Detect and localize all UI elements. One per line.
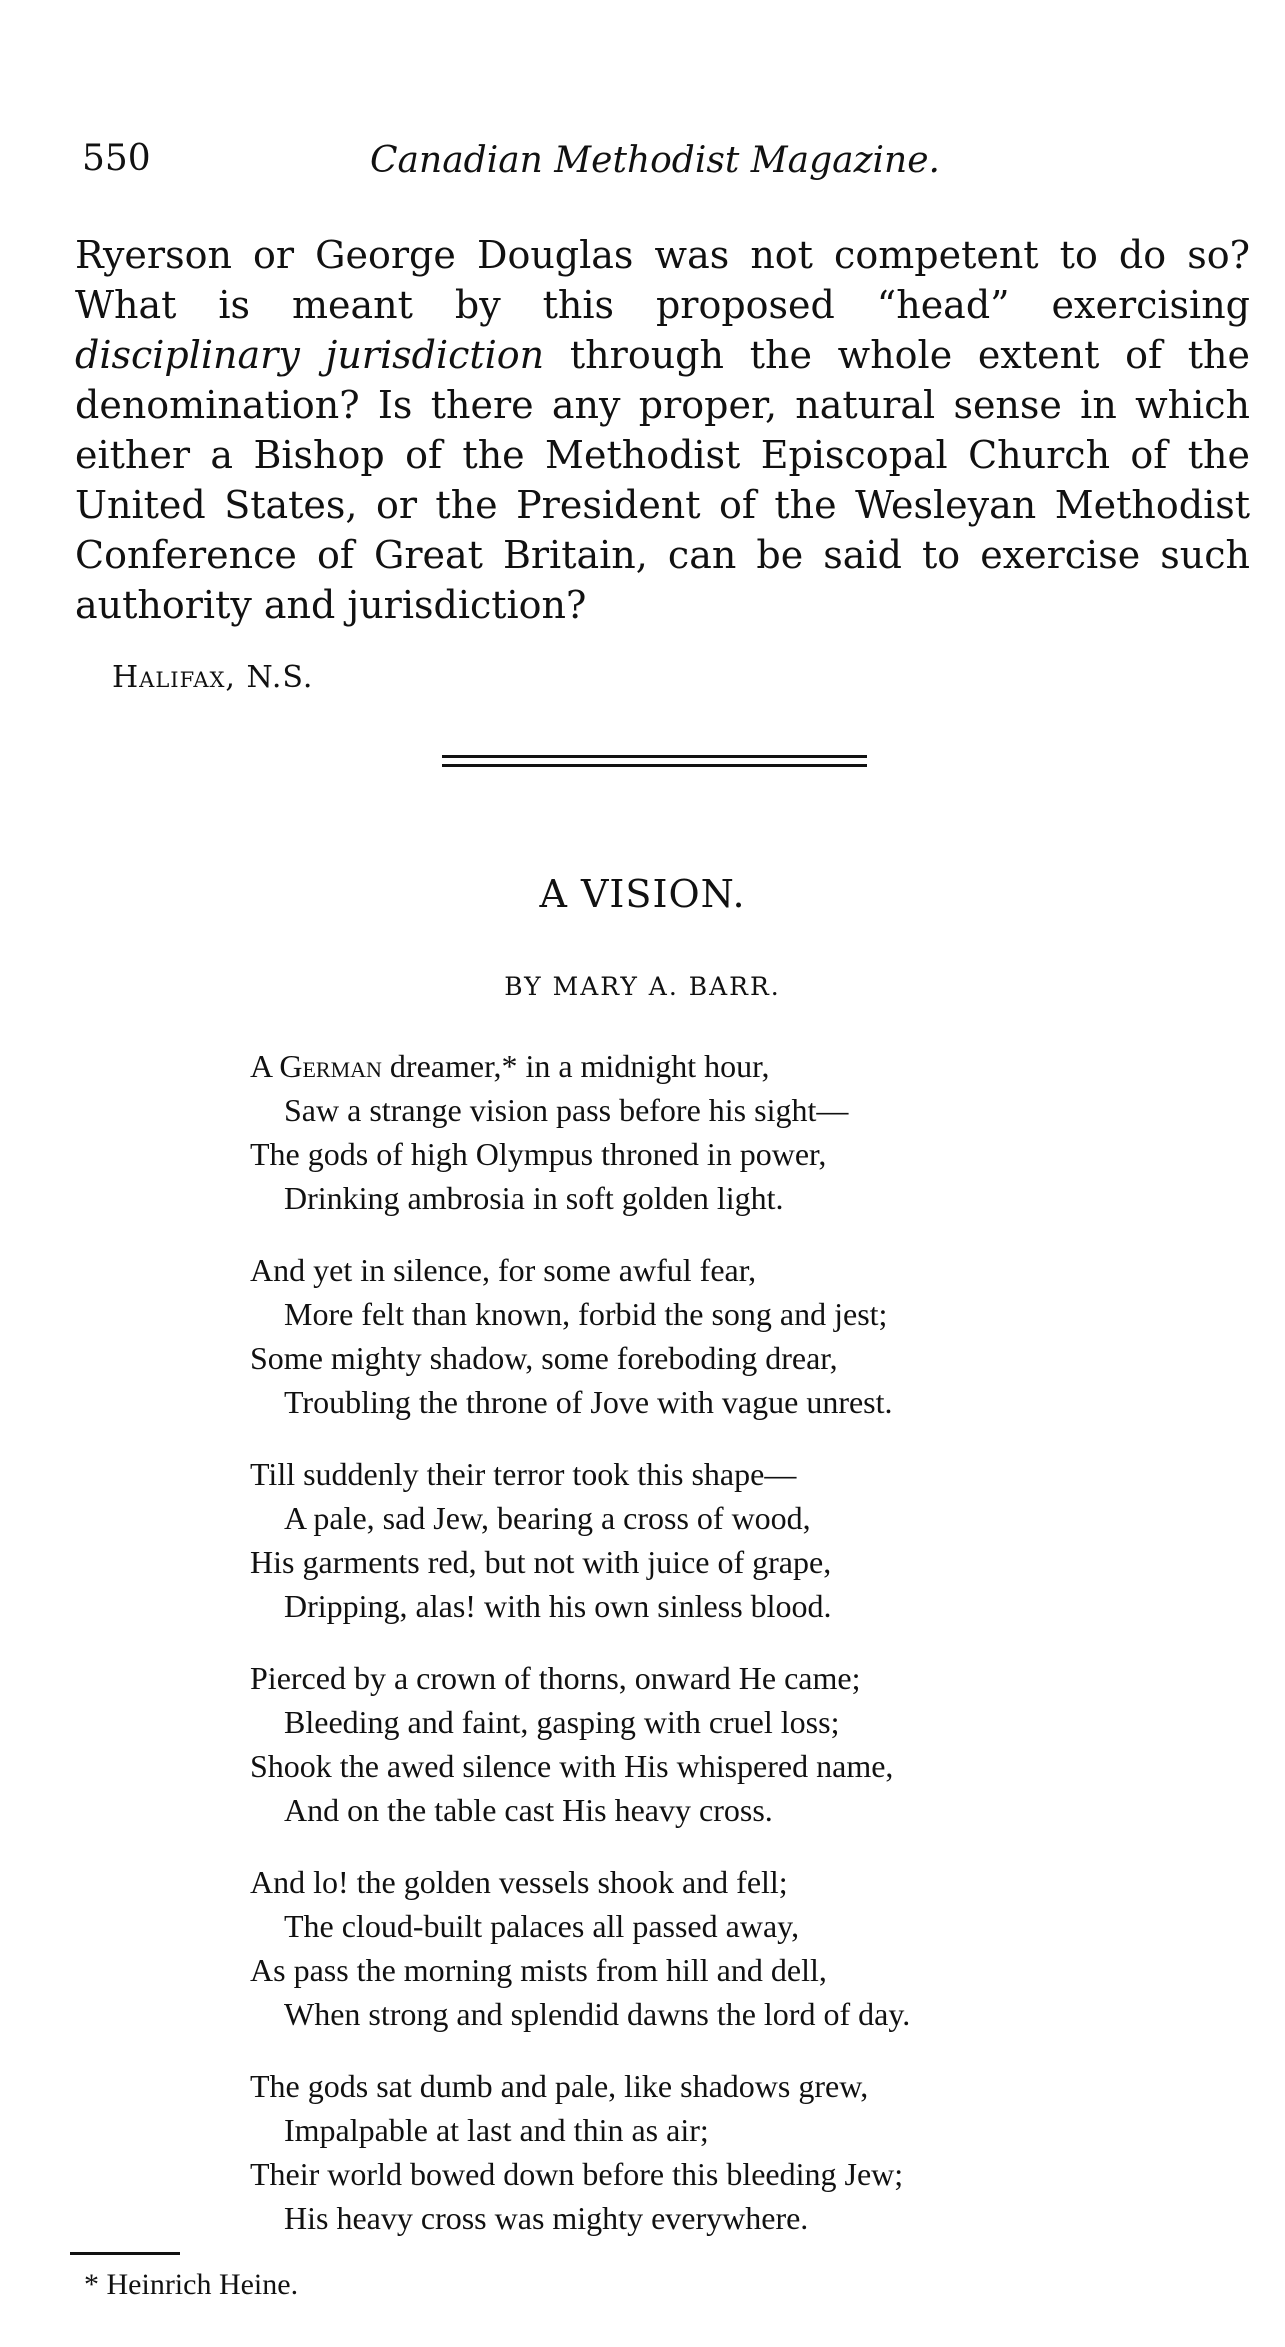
footnote: * Heinrich Heine.	[84, 2268, 299, 2301]
poem-line: As pass the morning mists from hill and dell,	[250, 1952, 827, 1988]
poem-stanza	[250, 1452, 1180, 1628]
poem-stanza	[250, 1044, 1180, 1220]
small-caps-word: German	[279, 1048, 382, 1084]
footnote-rule	[70, 2252, 180, 2255]
poem-line: Saw a strange vision pass before his sight—	[284, 1092, 849, 1128]
article-paragraph	[75, 230, 1250, 630]
poem-stanza	[250, 1656, 1180, 1832]
poem-line: And on the table cast His heavy cross.	[284, 1792, 773, 1828]
poem-line: Drinking ambrosia in soft golden light.	[284, 1180, 784, 1216]
poem-line: A pale, sad Jew, bearing a cross of wood,	[284, 1500, 811, 1536]
poem-line: Pierced by a crown of thorns, onward He came;	[250, 1660, 861, 1696]
poem-stanza	[250, 1248, 1180, 1424]
poem-line: Troubling the throne of Jove with vague unrest.	[284, 1384, 893, 1420]
poem-line: And lo! the golden vessels shook and fell;	[250, 1864, 788, 1900]
paragraph-text-end: through the whole extent of the denomination? Is there any proper, natural sense in which either a Bishop of the Methodist Episcopal Church of the United States, or the President of the Wesleyan Methodist Conference of Great Britain, can be said to exercise such authority and jurisdiction?	[75, 333, 1251, 627]
poem-line: Their world bowed down before this bleeding Jew;	[250, 2156, 904, 2192]
poem-line: Shook the awed silence with His whispered name,	[250, 1748, 894, 1784]
poem-stanza	[250, 2064, 1180, 2240]
poem-line: Till suddenly their terror took this shape—	[250, 1456, 797, 1492]
running-head	[80, 138, 1243, 198]
article-signature: Halifax, N.S.	[112, 660, 314, 695]
page-number: 550	[82, 138, 151, 179]
poem-line: The gods sat dumb and pale, like shadows grew,	[250, 2068, 869, 2104]
poem-line: Bleeding and faint, gasping with cruel loss;	[284, 1704, 840, 1740]
poem-line: Impalpable at last and thin as air;	[284, 2112, 709, 2148]
poem-author: BY MARY A. BARR.	[504, 972, 781, 1001]
poem-line: The cloud-built palaces all passed away,	[284, 1908, 800, 1944]
magazine-title: Canadian Methodist Magazine.	[370, 140, 940, 181]
emphasized-phrase: disciplinary jurisdiction	[75, 333, 545, 377]
paragraph-text-start: Ryerson or George Douglas was not competent to do so? What is meant by this proposed “head” exercising	[75, 233, 1250, 327]
poem-body	[250, 1044, 1180, 2268]
poem-line: The gods of high Olympus throned in power,	[250, 1136, 827, 1172]
section-separator	[442, 755, 867, 767]
poem-line: And yet in silence, for some awful fear,	[250, 1252, 757, 1288]
poem-line: Dripping, alas! with his own sinless blood.	[284, 1588, 832, 1624]
poem-line: When strong and splendid dawns the lord of day.	[284, 1996, 911, 2032]
poem-line-prefix: A	[250, 1048, 280, 1084]
poem-stanza	[250, 1860, 1180, 2036]
poem-line	[250, 1044, 1180, 1088]
poem-line-suffix: dreamer,* in a midnight hour,	[381, 1048, 770, 1084]
poem-line: Some mighty shadow, some foreboding drear,	[250, 1340, 838, 1376]
poem-line: His garments red, but not with juice of grape,	[250, 1544, 832, 1580]
poem-title: A VISION.	[539, 872, 746, 916]
poem-line: His heavy cross was mighty everywhere.	[284, 2200, 809, 2236]
poem-line: More felt than known, forbid the song and jest;	[284, 1296, 888, 1332]
